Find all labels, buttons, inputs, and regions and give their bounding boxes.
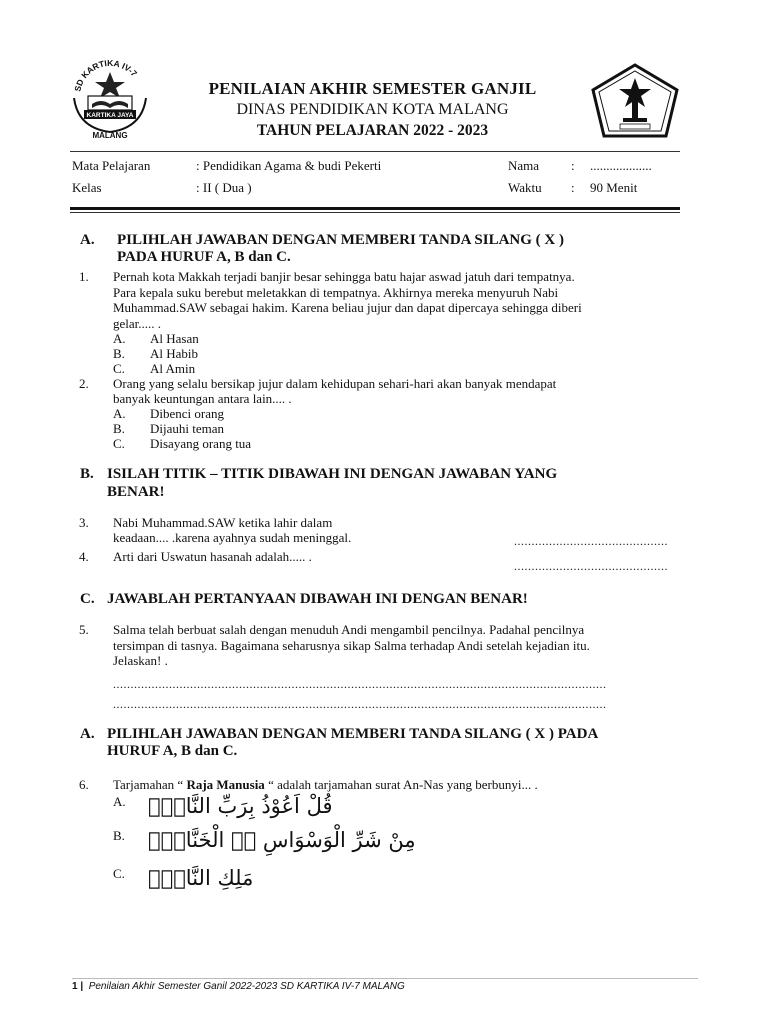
question-6-prefix: Tarjamahan “ (113, 777, 187, 792)
section-a2-heading-line1: PILIHLAH JAWABAN DENGAN MEMBERI TANDA SILANG ( X ) PADA (107, 726, 599, 742)
time-colon: : (571, 180, 575, 195)
question-1-number: 1. (79, 269, 89, 284)
section-b-letter: B. (80, 466, 94, 482)
question-4-line: Arti dari Uswatun hasanah adalah..... . (113, 549, 312, 564)
city-emblem (590, 62, 680, 142)
section-b-heading-line2: BENAR! (107, 484, 165, 500)
question-1-line: Pernah kota Makkah terjadi banjir besar sehingga batu hajar aswad jatuh dari tempatnya. (113, 269, 575, 284)
option-letter[interactable]: B. (113, 346, 125, 361)
name-colon: : (571, 158, 575, 173)
option-text[interactable]: Dijauhi teman (150, 421, 225, 436)
question-3-number: 3. (79, 515, 89, 530)
page-title: PENILAIAN AKHIR SEMESTER GANJIL (208, 79, 537, 98)
question-6-number: 6. (79, 777, 89, 792)
footer-divider (72, 978, 698, 979)
section-c-heading: JAWABLAH PERTANYAAN DIBAWAH INI DENGAN BENAR! (107, 591, 528, 607)
option-letter[interactable]: C. (113, 436, 125, 451)
info-divider-thin (70, 212, 680, 213)
option-text[interactable]: Al Habib (150, 346, 199, 361)
page-number: 1 | (72, 981, 84, 992)
time-value: 90 Menit (590, 180, 638, 195)
question-5-number: 5. (79, 622, 89, 637)
question-3-line: keadaan.... .karena ayahnya sudah meninggal. (113, 530, 352, 545)
question-6-suffix: “ adalah tarjamahan surat An-Nas yang berbunyi... . (264, 777, 538, 792)
school-logo (70, 58, 150, 140)
svg-text:MALANG: MALANG (92, 131, 128, 140)
question-4-number: 4. (79, 549, 89, 564)
section-a-letter: A. (80, 232, 95, 248)
option-arabic[interactable]: مِنْ شَرِّ الْوَسْوَاسِ ەۙ الْخَنَّاسِۖ (148, 828, 416, 852)
question-2-line: banyak keuntungan antara lain.... . (113, 391, 292, 406)
question-5-answer-line-1[interactable]: ............................................................................................................................................. (113, 677, 607, 691)
option-text[interactable]: Disayang orang tua (150, 436, 252, 451)
option-text[interactable]: Al Hasan (150, 331, 199, 346)
footer (72, 981, 405, 992)
option-letter[interactable]: C. (113, 361, 125, 376)
option-letter[interactable]: B. (113, 828, 125, 843)
question-1-line: Para kepala suku berebut meletakkan di tempatnya. Akhirnya mereka menyuruh Nabi (113, 285, 559, 300)
question-2-number: 2. (79, 376, 89, 391)
option-text[interactable]: Dibenci orang (150, 406, 225, 421)
section-a2-heading-line2: HURUF A, B dan C. (107, 743, 238, 759)
question-5-line: tersimpan di tasnya. Bagaimana seharusnya sikap Salma terhadap Andi setelah kejadian itu. (113, 638, 590, 653)
subject-value: : Pendidikan Agama & budi Pekerti (196, 158, 382, 173)
option-arabic[interactable]: قُلْ اَعُوْذُ بِرَبِّ النَّاسِۙ (148, 794, 333, 818)
question-6-highlight: Raja Manusia (186, 777, 265, 792)
class-value: : II ( Dua ) (196, 180, 252, 195)
question-5-answer-line-2[interactable]: ............................................................................................................................................. (113, 697, 607, 711)
option-letter[interactable]: C. (113, 866, 125, 881)
footer-text: Penilaian Akhir Semester Ganil 2022-2023 SD KARTIKA IV-7 MALANG (88, 981, 405, 992)
question-1-line: gelar..... . (113, 316, 162, 331)
section-a2-letter: A. (80, 726, 95, 742)
option-arabic[interactable]: مَلِكِ النَّاسِۙ (148, 866, 254, 890)
question-5-line: Jelaskan! . (113, 653, 168, 668)
name-field[interactable]: ................... (590, 158, 652, 173)
class-label: Kelas (72, 180, 102, 195)
section-a-heading-line2: PADA HURUF A, B dan C. (117, 249, 291, 265)
question-4-answer-field[interactable]: ............................................ (514, 559, 668, 573)
academic-year: TAHUN PELAJARAN 2022 - 2023 (256, 122, 489, 139)
question-1-line: Muhammad.SAW sebagai hakim. Karena beliau jujur dan dapat dipercaya sehingga diberi (113, 300, 582, 315)
question-3-answer-field[interactable]: ............................................ (514, 534, 668, 548)
section-a-heading-line1: PILIHLAH JAWABAN DENGAN MEMBERI TANDA SILANG ( X ) (117, 232, 564, 248)
question-5-line: Salma telah berbuat salah dengan menuduh Andi mengambil pencilnya. Padahal pencilnya (113, 622, 585, 637)
option-text[interactable]: Al Amin (150, 361, 196, 376)
subject-label: Mata Pelajaran (72, 158, 151, 173)
question-3-line: Nabi Muhammad.SAW ketika lahir dalam (113, 515, 333, 530)
svg-text:KARTIKA JAYA: KARTIKA JAYA (86, 112, 134, 119)
question-6-text (113, 777, 538, 792)
info-divider-thick (70, 207, 680, 210)
section-c-letter: C. (80, 591, 95, 607)
page-subtitle: DINAS PENDIDIKAN KOTA MALANG (236, 101, 509, 118)
header-divider (70, 151, 680, 152)
option-letter[interactable]: B. (113, 421, 125, 436)
svg-text:SD KARTIKA IV-7: SD KARTIKA IV-7 (72, 58, 140, 93)
option-letter[interactable]: A. (113, 331, 126, 346)
question-2-line: Orang yang selalu bersikap jujur dalam kehidupan sehari-hari akan banyak mendapat (113, 376, 557, 391)
section-b-heading-line1: ISILAH TITIK – TITIK DIBAWAH INI DENGAN JAWABAN YANG (107, 466, 558, 482)
time-label: Waktu (508, 180, 542, 195)
name-label: Nama (508, 158, 540, 173)
option-letter[interactable]: A. (113, 794, 126, 809)
option-letter[interactable]: A. (113, 406, 126, 421)
